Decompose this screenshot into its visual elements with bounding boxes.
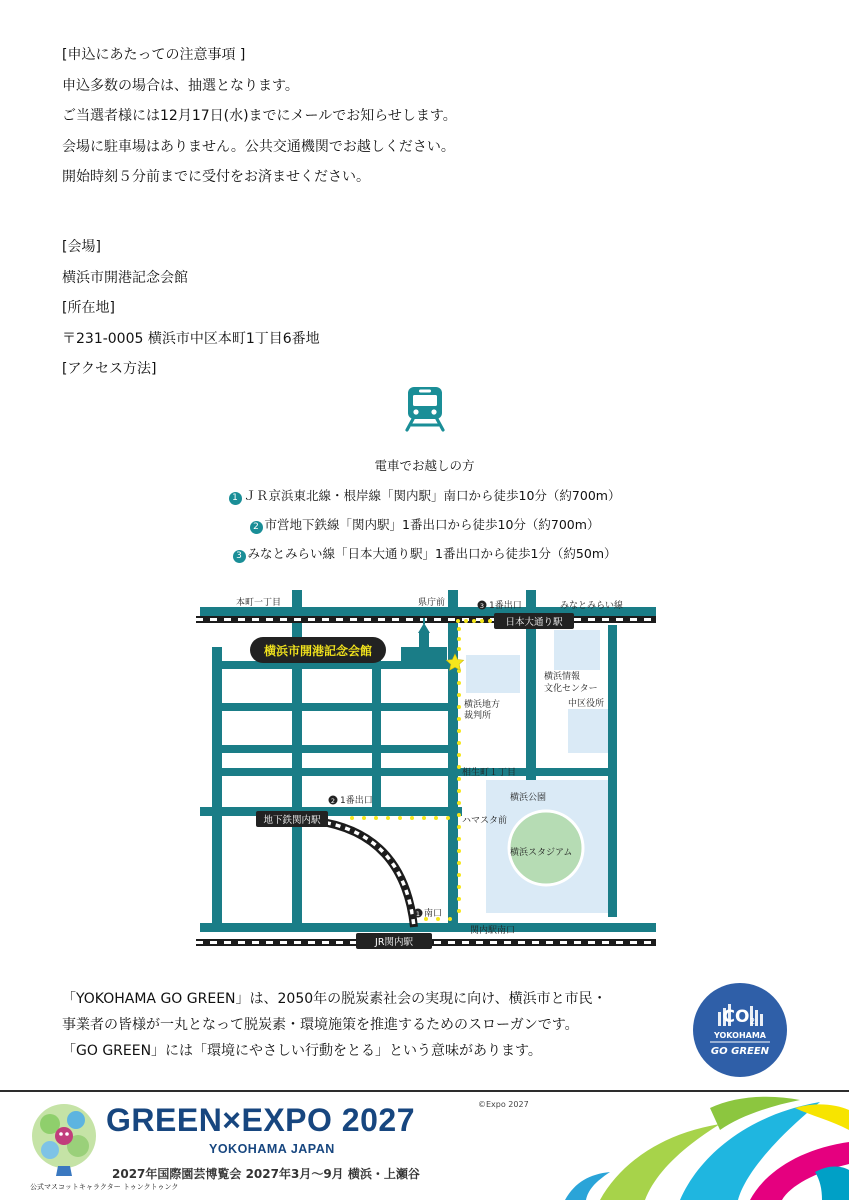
- station-label-subway-kannai: 地下鉄関内駅: [263, 815, 321, 826]
- notes-line: 申込多数の場合は、抽選となります。: [62, 77, 299, 94]
- exit-mark: 2: [330, 797, 336, 805]
- expo-subtitle: YOKOHAMA JAPAN: [209, 1142, 335, 1156]
- logo-go-green-text: GO GREEN: [710, 1046, 770, 1057]
- exit-mark: 3: [479, 602, 485, 610]
- map-label: みなとみらい線: [560, 601, 624, 611]
- map-label: 相生町１丁目: [462, 768, 517, 778]
- court-building: [466, 655, 520, 693]
- route-number-badge: 2: [250, 521, 263, 534]
- access-heading: [アクセス方法]: [62, 361, 157, 377]
- mascot-image: [28, 1100, 100, 1180]
- access-title: 電車でお越しの方: [374, 458, 475, 473]
- route-number-badge: 3: [233, 550, 246, 563]
- map-label: 中区役所: [568, 699, 605, 709]
- notes-line: 会場に駐車場はありません。公共交通機関でお越しください。: [62, 138, 455, 155]
- map-label: 関内駅南口: [470, 926, 516, 936]
- route-line: [0, 486, 849, 505]
- address-heading: [所在地]: [62, 300, 115, 316]
- route-number-badge: 1: [229, 492, 242, 505]
- slogan-text: [62, 986, 607, 1064]
- ward-office-building: [568, 709, 608, 753]
- notes-section: [62, 40, 457, 193]
- decorative-swooshes: [560, 1094, 849, 1200]
- map-label: 県庁前: [418, 598, 446, 608]
- map-label: ハマスタ前: [462, 816, 508, 826]
- expo-dates: 2027年国際園芸博覧会 2027年3月～9月 横浜・上瀬谷: [112, 1167, 420, 1181]
- venue-building-icon: [401, 618, 447, 665]
- notes-heading: [申込にあたっての注意事項 ]: [62, 47, 246, 63]
- map-label: 横浜地方: [464, 700, 501, 710]
- venue-name: 横浜市開港記念会館: [62, 269, 188, 286]
- exit-mark: 1: [415, 910, 421, 918]
- logo-co-text: CO: [722, 1007, 750, 1027]
- venue-section: [62, 232, 320, 385]
- map-label: 1番出口: [340, 796, 373, 806]
- slogan-line: 「YOKOHAMA GO GREEN」は、2050年の脱炭素社会の実現に向け、横浜市と市民・: [62, 991, 607, 1007]
- yokohama-go-green-logo: [692, 982, 788, 1078]
- notes-line: 開始時刻５分前までに受付をお済ませください。: [62, 169, 370, 185]
- access-map: [196, 585, 656, 957]
- route-text: 市営地下鉄線「関内駅」1番出口から徒歩10分（約700m）: [264, 517, 600, 532]
- route-line: [0, 544, 849, 563]
- logo-co-sub: 2: [750, 1017, 756, 1026]
- logo-city-text: YOKOHAMA: [714, 1031, 766, 1040]
- map-label: 横浜情報: [544, 672, 581, 682]
- map-label: 横浜スタジアム: [510, 848, 573, 858]
- map-label: 本町一丁目: [236, 598, 282, 608]
- route-line: [0, 515, 849, 534]
- route-text: みなとみらい線「日本大通り駅」1番出口から徒歩1分（約50m）: [247, 546, 617, 561]
- footer-divider: [0, 1090, 849, 1092]
- map-label: 横浜公園: [510, 793, 547, 803]
- venue-map-label: 横浜市開港記念会館: [263, 644, 373, 658]
- train-icon: [404, 384, 446, 432]
- venue-heading: [会場]: [62, 239, 101, 255]
- slogan-line: 「GO GREEN」には「環境にやさしい行動をとる」という意味があります。: [62, 1043, 542, 1059]
- slogan-line: 事業者の皆様が一丸となって脱炭素・環境施策を推進するためのスローガンです。: [62, 1017, 579, 1033]
- route-text: ＪＲ京浜東北線・根岸線「関内駅」南口から徒歩10分（約700m）: [243, 488, 621, 503]
- map-label: 1番出口: [489, 601, 522, 611]
- map-label: 南口: [424, 909, 443, 919]
- mascot-caption: 公式マスコットキャラクター トゥンクトゥンク: [30, 1183, 179, 1191]
- info-center-building: [554, 630, 600, 670]
- copyright: ©Expo 2027: [478, 1100, 529, 1109]
- address: 〒231-0005 横浜市中区本町1丁目6番地: [62, 330, 320, 347]
- expo-title: GREEN×EXPO 2027: [106, 1102, 415, 1138]
- map-label: 文化センター: [544, 684, 598, 694]
- station-label-nihon-odori: 日本大通り駅: [505, 617, 563, 628]
- station-label-jr-kannai: JR関内駅: [375, 937, 413, 948]
- map-label: 裁判所: [464, 711, 492, 721]
- notes-line: ご当選者様には12月17日(水)までにメールでお知らせします。: [62, 108, 457, 124]
